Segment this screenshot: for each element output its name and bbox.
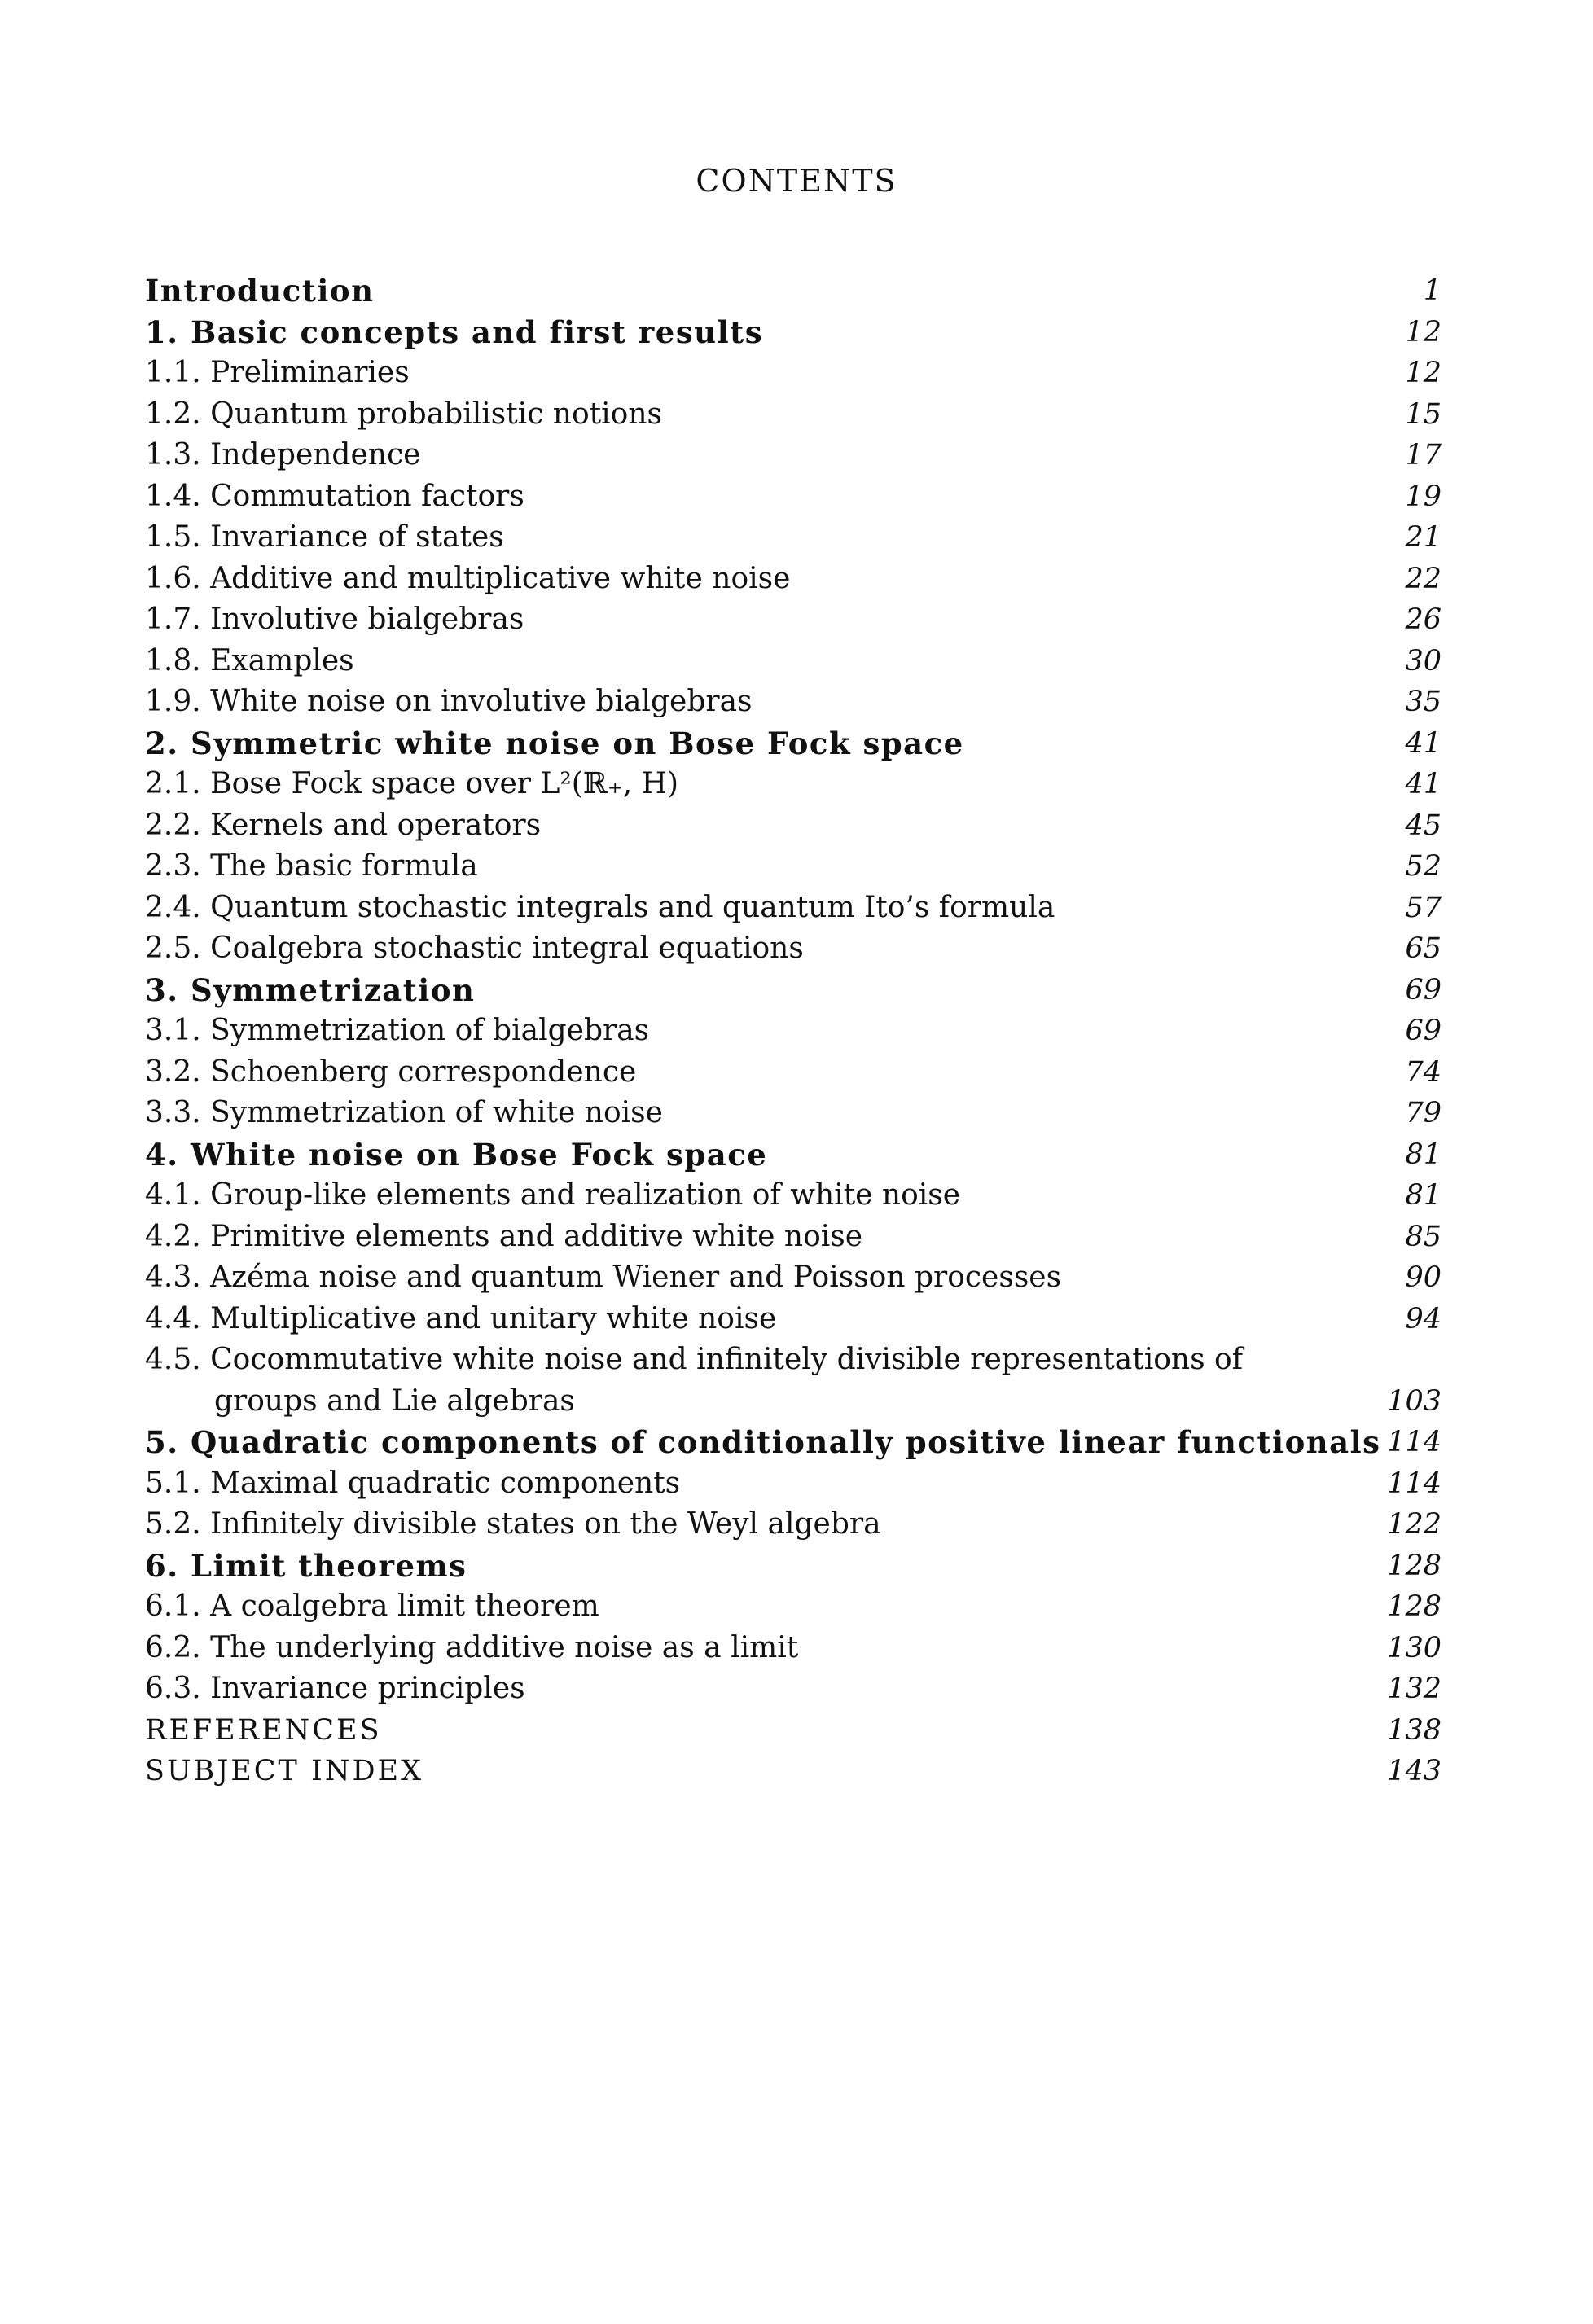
toc-entry-title: 2.3. The basic formula xyxy=(145,849,478,883)
toc-entry-title: 1.8. Examples xyxy=(145,643,354,677)
toc-entry-title: 1.9. White noise on involutive bialgebras xyxy=(145,685,753,718)
toc-entry-title: 2.4. Quantum stochastic integrals and quantum Ito’s formula xyxy=(145,890,1055,924)
toc-entry-title: 3.2. Schoenberg correspondence xyxy=(145,1055,637,1089)
toc-entry-page-number: 81 xyxy=(1405,1138,1442,1171)
toc-entry-title: 4.2. Primitive elements and additive white noise xyxy=(145,1219,863,1253)
toc-entry-page-number: 21 xyxy=(1405,521,1442,554)
toc-entry-title: 1. Basic concepts and first results xyxy=(145,314,764,350)
toc-entry xyxy=(145,1052,1448,1094)
toc-entry-title: 1.2. Quantum probabilistic notions xyxy=(145,397,662,431)
toc-entry-page-number: 132 xyxy=(1387,1673,1442,1705)
toc-entry-page-number: 45 xyxy=(1405,809,1442,842)
toc-entry xyxy=(145,1299,1448,1340)
toc-entry-page-number: 85 xyxy=(1405,1220,1442,1253)
toc-entry-page-number: 35 xyxy=(1405,686,1442,718)
toc-entry xyxy=(145,805,1448,847)
toc-entry xyxy=(145,1586,1448,1628)
toc-entry-title: 6. Limit theorems xyxy=(145,1547,467,1584)
toc-entry xyxy=(145,1463,1448,1505)
toc-entry-title: 6.3. Invariance principles xyxy=(145,1672,525,1705)
toc-entry-page-number: 12 xyxy=(1405,357,1442,389)
toc-entry xyxy=(145,723,1448,765)
toc-entry-page-number: 128 xyxy=(1387,1590,1442,1623)
toc-entry xyxy=(145,928,1448,970)
toc-entry-title: 4. White noise on Bose Fock space xyxy=(145,1136,768,1173)
toc-entry-page-number: 69 xyxy=(1405,1015,1442,1047)
toc-entry-title: 3. Symmetrization xyxy=(145,971,476,1008)
toc-entry xyxy=(145,1422,1448,1463)
toc-entry xyxy=(145,476,1448,518)
toc-entry-title: 5. Quadratic components of conditionally positive linear functionals xyxy=(145,1424,1381,1460)
toc-entry-page-number: 114 xyxy=(1387,1426,1442,1458)
toc-entry-title: 1.4. Commutation factors xyxy=(145,479,524,513)
table-of-contents xyxy=(145,270,1448,1792)
toc-entry-page-number: 22 xyxy=(1405,562,1442,595)
toc-entry-title: 1.1. Preliminaries xyxy=(145,356,410,389)
toc-entry-title: 1.6. Additive and multiplicative white noise xyxy=(145,561,791,595)
toc-entry-page-number: 90 xyxy=(1405,1261,1442,1294)
toc-entry-title: 2.5. Coalgebra stochastic integral equations xyxy=(145,932,804,965)
toc-entry xyxy=(145,559,1448,600)
toc-entry xyxy=(145,270,1448,312)
toc-entry-title: 2.2. Kernels and operators xyxy=(145,808,542,842)
toc-entry xyxy=(145,1217,1448,1258)
toc-entry xyxy=(145,1340,1448,1422)
toc-entry-title: 1.7. Involutive bialgebras xyxy=(145,603,524,636)
toc-entry xyxy=(145,846,1448,888)
toc-entry-title: 6.1. A coalgebra limit theorem xyxy=(145,1590,599,1623)
toc-entry-page-number: 26 xyxy=(1405,603,1442,636)
toc-entry xyxy=(145,1011,1448,1052)
toc-entry-title: 5.2. Infinitely divisible states on the Weyl algebra xyxy=(145,1507,881,1541)
toc-entry-page-number: 15 xyxy=(1405,397,1442,431)
toc-entry xyxy=(145,1257,1448,1299)
toc-entry-page-number: 138 xyxy=(1387,1713,1442,1747)
toc-entry xyxy=(145,517,1448,559)
toc-entry-page-number: 130 xyxy=(1387,1631,1442,1664)
toc-entry-page-number: 57 xyxy=(1405,891,1442,924)
toc-entry xyxy=(145,641,1448,682)
toc-entry-page-number: 143 xyxy=(1387,1755,1442,1787)
page-title: CONTENTS xyxy=(696,163,897,200)
toc-entry-title: 3.1. Symmetrization of bialgebras xyxy=(145,1014,650,1047)
toc-entry-page-number: 114 xyxy=(1387,1467,1442,1500)
toc-entry xyxy=(145,1134,1448,1176)
toc-entry xyxy=(145,1175,1448,1217)
toc-entry-page-number: 103 xyxy=(1387,1384,1442,1418)
toc-entry-title: 6.2. The underlying additive noise as a limit xyxy=(145,1630,799,1664)
toc-entry xyxy=(145,682,1448,723)
toc-entry xyxy=(145,1504,1448,1546)
toc-entry xyxy=(145,1093,1448,1134)
toc-entry-title: 2.1. Bose Fock space over L²(ℝ₊, H) xyxy=(145,767,679,800)
toc-entry xyxy=(145,1668,1448,1710)
toc-entry-page-number: 1 xyxy=(1423,274,1442,307)
toc-entry xyxy=(145,353,1448,394)
toc-entry-title: 4.1. Group-like elements and realization of white noise xyxy=(145,1178,961,1212)
toc-entry-page-number: 19 xyxy=(1405,480,1442,513)
toc-entry-page-number: 79 xyxy=(1405,1097,1442,1129)
toc-entry-title: 4.3. Azéma noise and quantum Wiener and Poisson processes xyxy=(145,1261,1062,1294)
toc-entry-title: 1.3. Independence xyxy=(145,438,421,471)
toc-entry xyxy=(145,970,1448,1011)
toc-entry xyxy=(145,435,1448,476)
toc-entry-title: REFERENCES xyxy=(145,1713,382,1747)
toc-entry-page-number: 128 xyxy=(1387,1549,1442,1582)
toc-entry-page-number: 65 xyxy=(1405,932,1442,965)
toc-entry-page-number: 30 xyxy=(1405,644,1442,677)
toc-entry-page-number: 17 xyxy=(1405,439,1442,471)
toc-entry xyxy=(145,1546,1448,1587)
toc-entry xyxy=(145,599,1448,641)
toc-entry xyxy=(145,394,1448,436)
toc-entry xyxy=(145,764,1448,805)
toc-entry-page-number: 94 xyxy=(1405,1302,1442,1335)
toc-entry-page-number: 41 xyxy=(1405,768,1442,800)
toc-entry-title: SUBJECT INDEX xyxy=(145,1755,424,1787)
toc-entry-page-number: 69 xyxy=(1405,973,1442,1006)
toc-entry xyxy=(145,888,1448,929)
toc-entry xyxy=(145,1628,1448,1669)
toc-entry-title: 3.3. Symmetrization of white noise xyxy=(145,1096,663,1129)
toc-entry-title: 4.5. Cocommutative white noise and infinitely divisible representations of groups and Lie algebras xyxy=(145,1343,1244,1418)
toc-entry-page-number: 12 xyxy=(1405,315,1442,349)
toc-entry-page-number: 81 xyxy=(1405,1179,1442,1212)
toc-entry-title: 2. Symmetric white noise on Bose Fock space xyxy=(145,725,964,761)
toc-entry-title: 5.1. Maximal quadratic components xyxy=(145,1466,681,1500)
toc-entry-title: 1.5. Invariance of states xyxy=(145,520,504,554)
toc-entry xyxy=(145,1710,1448,1752)
toc-entry-title: Introduction xyxy=(145,273,375,309)
toc-entry-title: 4.4. Multiplicative and unitary white noise xyxy=(145,1301,777,1335)
toc-entry-page-number: 74 xyxy=(1405,1055,1442,1089)
toc-entry-page-number: 122 xyxy=(1387,1508,1442,1541)
toc-entry-page-number: 52 xyxy=(1405,850,1442,883)
toc-entry xyxy=(145,312,1448,353)
toc-entry xyxy=(145,1751,1448,1792)
toc-entry-page-number: 41 xyxy=(1405,726,1442,760)
